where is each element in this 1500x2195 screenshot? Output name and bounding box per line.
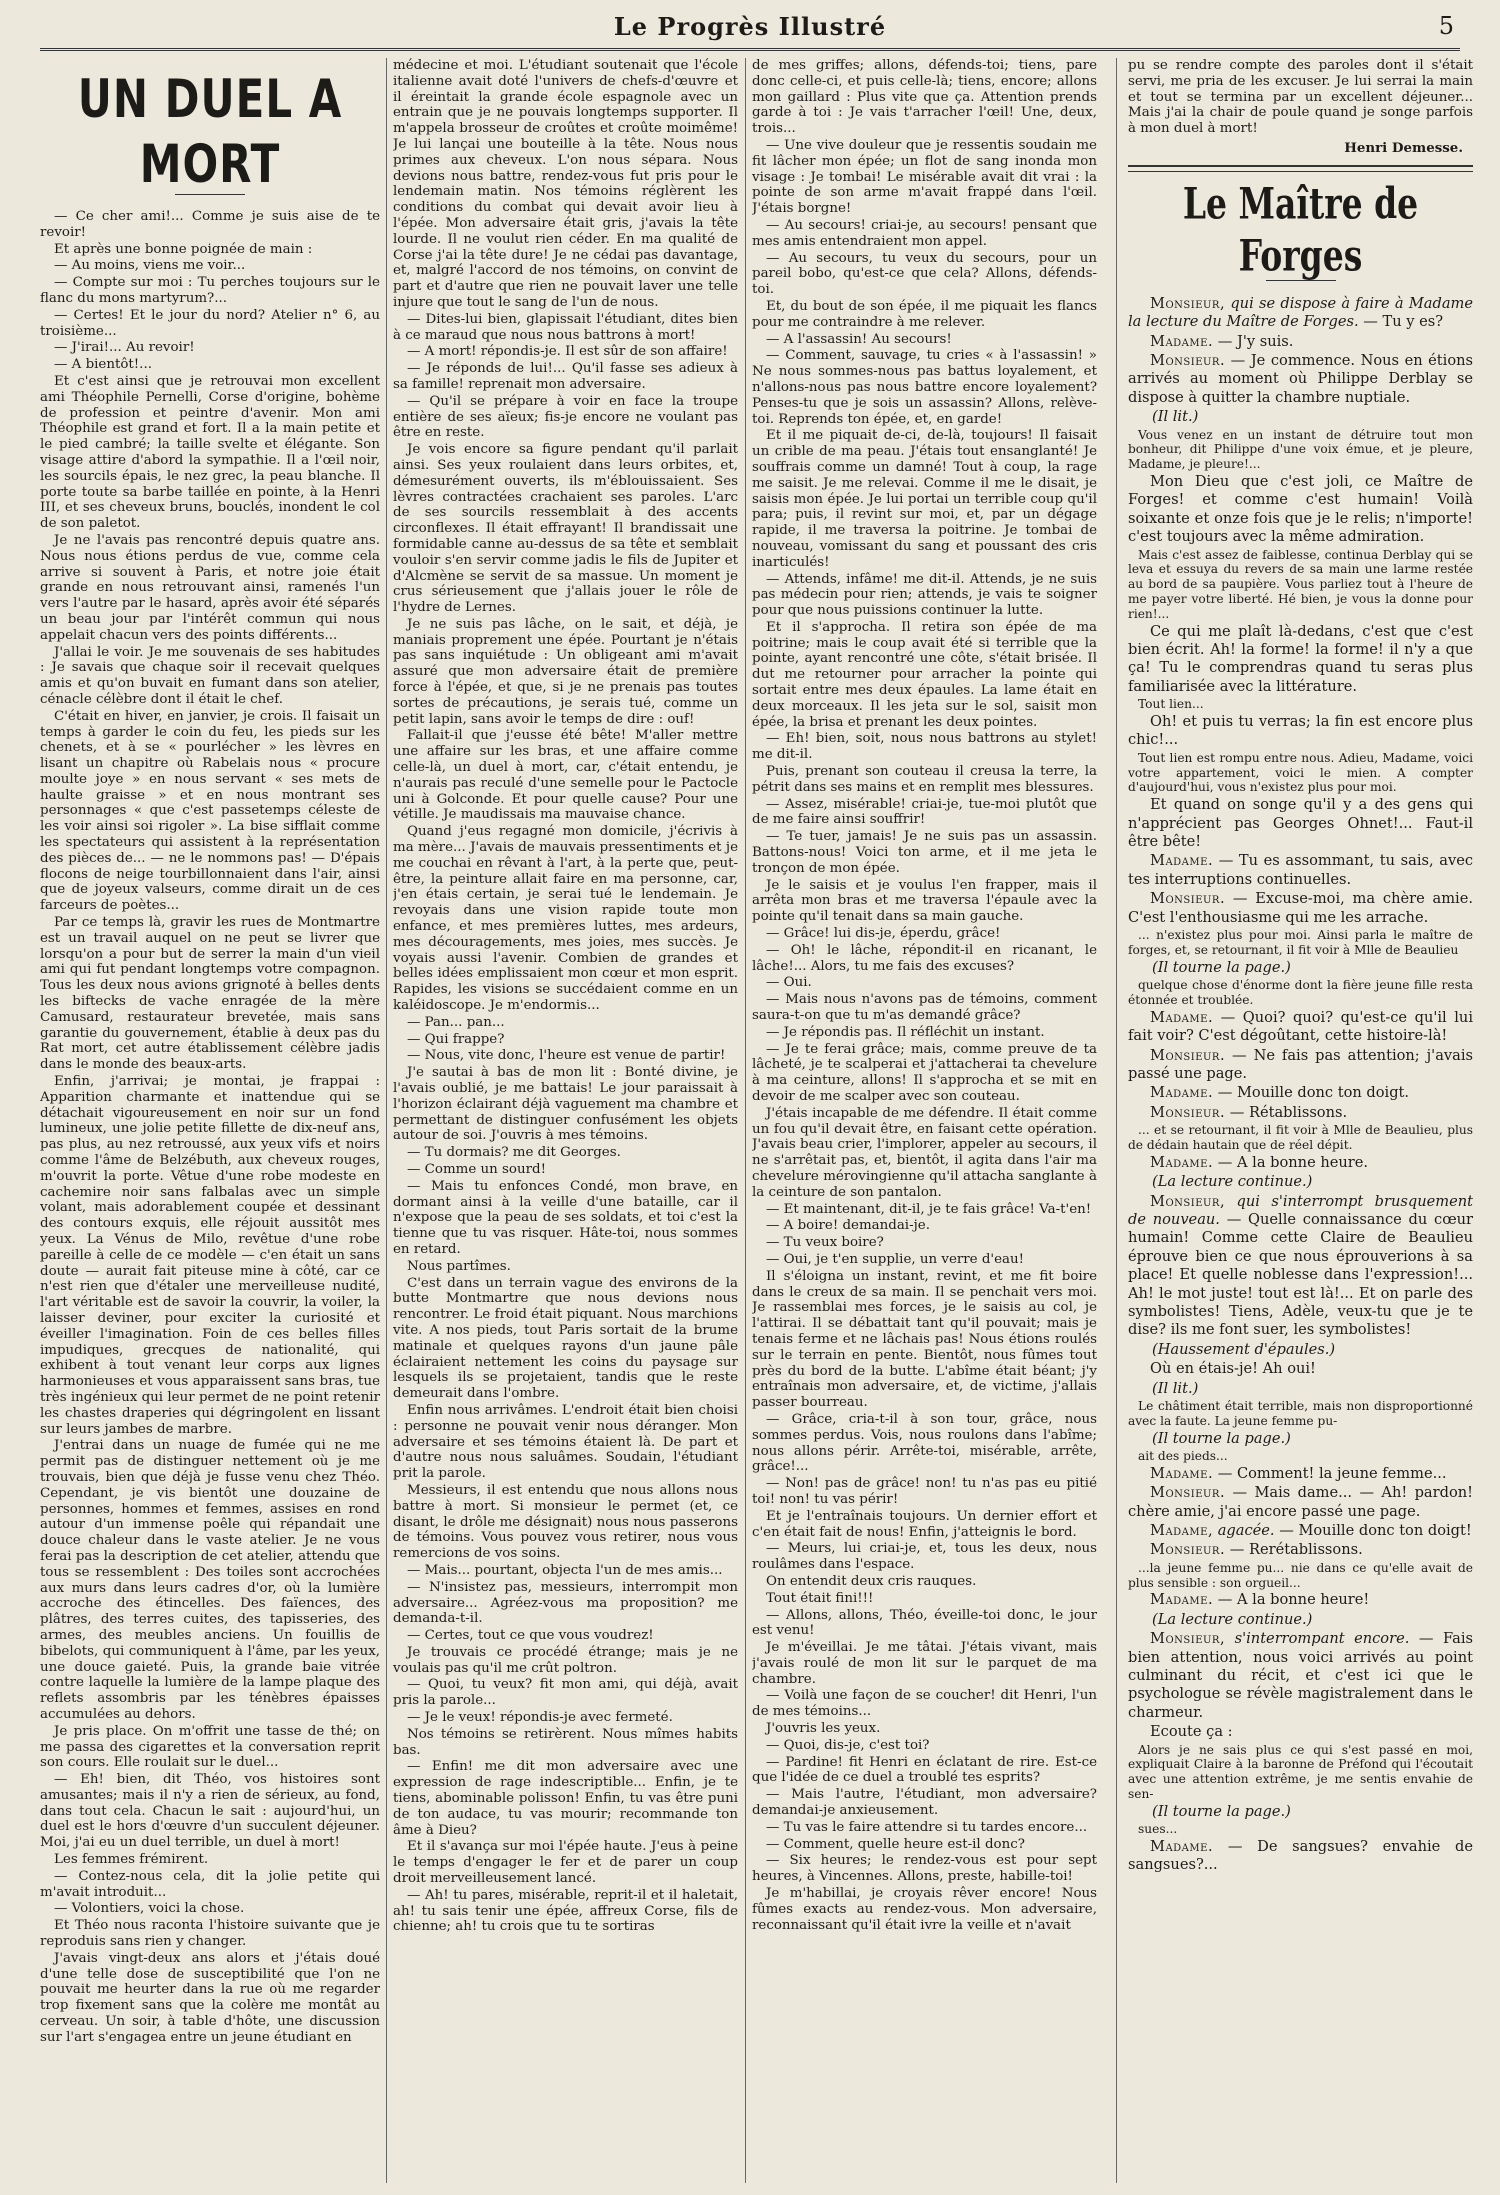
- dialogue-line: Madame. — Mouille donc ton doigt.: [1150, 1084, 1410, 1102]
- paragraph: J'étais incapable de me défendre. Il était comme un fou qu'il devait être, en faisant cette opération. J'avais beau crier, l'implorer, appeler au secours, il ne s'arrêtait pas, et, bientôt, il agita dans l'air ma chevelure mérovingienne qu'il attacha sanglante à la ceinture de son pantalon.: [752, 1105, 1097, 1200]
- dialogue-line: Monsieur. — Excuse-moi, ma chère amie. C'est l'enthousiasme qui me les arrache.: [1128, 890, 1473, 926]
- paragraph: — Certes! Et le jour du nord? Atelier n° 6, au troisième...: [40, 307, 380, 339]
- stage-direction: (Il tourne la page.): [1152, 1429, 1291, 1447]
- column-rule: [1116, 58, 1117, 2183]
- paragraph: — Meurs, lui criai-je, et, tous les deux, nous roulâmes dans l'espace.: [752, 1541, 1097, 1573]
- paragraph: — Je répondis pas. Il réfléchit un instant.: [766, 1024, 1045, 1040]
- paragraph: pu se rendre compte des paroles dont il s'était servi, me pria de les excuser. Je lui serrai la main et tout se termina par un excellent déjeuner... Mais j'ai la chair de poule quand je songe parfois à mon duel à mort!: [1128, 58, 1473, 137]
- dialogue-line: Madame, agacée. — Mouille donc ton doigt!: [1150, 1522, 1472, 1540]
- column-4: [1128, 58, 1473, 2183]
- paragraph: — Au secours! criai-je, au secours! pensant que mes amis entendraient mon appel.: [752, 217, 1097, 249]
- stage-direction: (Il tourne la page.): [1152, 1802, 1291, 1820]
- dialogue-line: Ce qui me plaît là-dedans, c'est que c'est bien écrit. Ah! la forme! la forme! il n'y a que ça! Tu le comprendras quand tu seras plus familiarisée avec la littérature.: [1128, 622, 1473, 695]
- paragraph: — Ce cher ami!... Comme je suis aise de te revoir!: [40, 209, 380, 240]
- stage-direction: (Il lit.): [1152, 408, 1199, 426]
- article-headline: UN DUEL A MORT: [77, 68, 343, 195]
- paragraph: — Assez, misérable! criai-je, tue-moi plutôt que de me faire ainsi souffrir!: [752, 796, 1097, 828]
- paragraph: médecine et moi. L'étudiant soutenait que l'école italienne avait doté l'univers de chefs-d'œuvre et il éreintait la grande école espagnole avec un entrain que je ne pouvais longtemps supporter. Il m'appela brosseur de croûtes et croûte moimême! Je lui lançai une bouteille à la tête. Nous nous primes aux cheveux. L'on nous sépara. Nous devions nous battre, rendez-vous fut pris pour le lendemain matin. Nos témoins réglèrent les conditions du combat qui devait avoir lieu à l'épée. Mon adversaire était gris, j'avais la tête lourde. Il ne voulut rien céder. En ma qualité de Corse j'ai la tête dure! Je ne cédai pas davantage, et, malgré l'accord de nos témoins, on convint de part et d'autre que rien ne pouvait laver une telle injure que tout le sang de l'un de nous.: [393, 58, 738, 310]
- paragraph: Je pris place. On m'offrit une tasse de thé; on me passa des cigarettes et la conversation reprit son cours. Elle roulait sur le duel...: [40, 1723, 380, 1771]
- paragraph: — Eh! bien, soit, nous nous battrons au stylet! me dit-il.: [752, 731, 1097, 763]
- dialogue-line: Monsieur. — Ne fais pas attention; j'avais passé une page.: [1128, 1046, 1473, 1082]
- article-headline: Le Maître de Forges: [1182, 177, 1419, 281]
- paragraph: Enfin nous arrivâmes. L'endroit était bien choisi : personne ne pouvait venir nous déranger. Mon adversaire et ses témoins étaient là. De part et d'autre nous nous saluâmes. Soudain, l'étudiant prit la parole.: [393, 1402, 738, 1482]
- paragraph: — Dites-lui bien, glapissait l'étudiant, dites bien à ce maraud que nous nous battrons à mort!: [393, 311, 738, 343]
- dialogue-body: [1128, 295, 1473, 1875]
- paragraph: — Mais l'autre, l'étudiant, mon adversaire? demandai-je anxieusement.: [752, 1787, 1097, 1819]
- paragraph: Nous partîmes.: [407, 1258, 511, 1274]
- stage-direction: (Haussement d'épaules.): [1152, 1340, 1336, 1358]
- column-2: [393, 58, 738, 2183]
- paragraph: — Mais tu enfonces Condé, mon brave, en dormant ainsi à la veille d'une bataille, car il n'expose que la peau de ses soldats, et toi c'est la tienne que tu vas risquer. Hâte-toi, nous sommes en retard.: [393, 1178, 738, 1257]
- paragraph: — Oh! le lâche, répondit-il en ricanant, le lâche!... Alors, tu me fais des excuses?: [752, 942, 1097, 974]
- paragraph: — Six heures; le rendez-vous est pour sept heures, à Vincennes. Allons, preste, habille-toi!: [752, 1853, 1097, 1885]
- quoted-text: Mais c'est assez de faiblesse, continua Derblay qui se leva et essuya du revers de sa main une larme restée au bord de sa paupière. Vous parliez tout à l'heure de me payer votre liberté. Hé bien, je vous la donne pour rien!...: [1128, 547, 1473, 621]
- quoted-text: ...la jeune femme pu... nie dans ce qu'elle avait de plus sensible : son orgueil...: [1128, 1560, 1473, 1590]
- paragraph: — J'irai!... Au revoir!: [54, 340, 195, 356]
- dialogue-line: Monsieur, qui se dispose à faire à Madame la lecture du Maître de Forges. — Tu y es?: [1128, 294, 1473, 331]
- paragraph: — Tu veux boire?: [766, 1235, 884, 1251]
- paragraph: — Comme un sourd!: [407, 1161, 546, 1177]
- quoted-text: ... n'existez plus pour moi. Ainsi parla le maître de forges, et, se retournant, il fit voir à Mlle de Beaulieu: [1128, 928, 1473, 957]
- paragraph: Quand j'eus regagné mon domicile, j'écrivis à ma mère... J'avais de mauvais pressentiments et je me couchai en rêvant à l'art, à la perte que, peut-être, la peinture allait faire en ma personne, car, j'en étais certain, je serai tué le lendemain. Je revoyais dans une vision rapide toute mon enfance, et mes premières luttes, mes ardeurs, mes découragements, mes joies, mes succès. Je voyais aussi l'avenir. Combien de grandes et belles idées emplissaient mon cœur et mon esprit. Rapides, les visions se succédaient comme en un kaléidoscope. Je m'endormis...: [393, 824, 738, 1014]
- quoted-text: Vous venez en un instant de détruire tout mon bonheur, dit Philippe d'une voix émue, et je pleure, Madame, je pleure!...: [1128, 427, 1473, 472]
- masthead: [40, 8, 1460, 51]
- quoted-text: Le châtiment était terrible, mais non disproportionné avec la faute. La jeune femme pu-: [1128, 1399, 1473, 1428]
- quoted-text: ait des pieds...: [1138, 1449, 1228, 1463]
- paragraph: Et Théo nous raconta l'histoire suivante que je reproduis sans rien y changer.: [40, 1918, 380, 1950]
- stage-direction: (Il lit.): [1152, 1379, 1199, 1397]
- paragraph: — Oui, je t'en supplie, un verre d'eau!: [766, 1251, 1025, 1267]
- paragraph: — Tu vas le faire attendre si tu tardes encore...: [766, 1819, 1088, 1835]
- paragraph: — Voilà une façon de se coucher! dit Henri, l'un de mes témoins...: [752, 1688, 1097, 1720]
- paragraph: Messieurs, il est entendu que nous allons nous battre à mort. Si monsieur le permet (et, ce disant, le drôle me désignait) nous nous passerons de témoins. Vous pouvez vous retirer, nous vous remercions de vos soins.: [393, 1482, 738, 1562]
- paragraph: Les femmes frémirent.: [54, 1852, 209, 1868]
- paragraph: — Quoi, dis-je, c'est toi?: [766, 1737, 930, 1753]
- paragraph: — Je te ferai grâce; mais, comme preuve de ta lâcheté, je te scalperai et j'attacherai ta chevelure à ma ceinture, allons! Il s'approcha et se mit en devoir de me scalper avec son couteau.: [752, 1041, 1097, 1104]
- column-1: [40, 58, 380, 2183]
- column-rule: [745, 58, 746, 2183]
- dialogue-line: Et quand on songe qu'il y a des gens qui n'apprécient pas Georges Ohnet!... Faut-il être bête!: [1128, 796, 1473, 851]
- quoted-text: Tout lien est rompu entre nous. Adieu, Madame, voici votre appartement, voici le mien. A compter d'aujourd'hui, vous n'existez plus pour moi.: [1128, 750, 1473, 795]
- paragraph: J'e sautai à bas de mon lit : Bonté divine, je l'avais oublié, je me battais! Le jour paraissait à l'horizon éclairant déjà vaguement ma chambre et permettant de distinguer confusément les objets autour de soi. J'ouvris à mes témoins.: [393, 1065, 738, 1144]
- paragraph: — Nous, vite donc, l'heure est venue de partir!: [407, 1048, 726, 1064]
- paragraph: Et il s'avança sur moi l'épée haute. J'eus à peine le temps d'engager le fer et de parer un coup droit merveilleusement lancé.: [393, 1839, 738, 1887]
- dialogue-line: Où en étais-je! Ah oui!: [1150, 1360, 1316, 1378]
- dialogue-line: Monsieur. — Mais dame... — Ah! pardon! chère amie, j'ai encore passé une page.: [1128, 1484, 1473, 1520]
- paragraph: — Certes, tout ce que vous voudrez!: [407, 1628, 654, 1644]
- quoted-text: quelque chose d'énorme dont la fière jeune fille resta étonnée et troublée.: [1128, 978, 1473, 1007]
- paragraph: J'entrai dans un nuage de fumée qui ne me permit pas de distinguer nettement où je me trouvais, bien que déjà je fusse venu chez Théo. Cependant, je vis bientôt une douzaine de personnes, hommes et femmes, assises en rond autour d'un immense poêle qui répandait une douce chaleur dans le vaste atelier. Je ne vous ferai pas la description de cet atelier, attendu que tous se ressemblent : Des toiles sont accrochées aux murs dans leurs cadres d'or, où la lumière accroche des étincelles. Des faïences, des plâtres, des terres cuites, des tapisseries, des armes, des meubles anciens. Un fouillis de bibelots, qui communiquent à l'âme, par les yeux, une douce gaieté. Puis, la grande baie vitrée contre laquelle la lumière de la lampe plaque des reflets assombris par les ténèbres épaisses accumulées au dehors.: [40, 1438, 380, 1722]
- dialogue-line: Mon Dieu que c'est joli, ce Maître de Forges! et comme c'est humain! Voilà soixante et onze fois que je le relis; n'importe! c'est toujours avec la même admiration.: [1128, 473, 1473, 546]
- paragraph: — Au secours, tu veux du secours, pour un pareil bobo, qu'est-ce que cela? Allons, défends-toi.: [752, 250, 1097, 298]
- stage-direction: (La lecture continue.): [1152, 1173, 1313, 1191]
- paragraph: Je ne l'avais pas rencontré depuis quatre ans. Nous nous étions perdus de vue, comme cela arrive si souvent à Paris, et notre joie était grande en nous retrouvant ainsi, ramenés l'un vers l'autre par le hasard, après avoir été séparés un beau jour par l'intérêt commun qui nous appelait chacun vers des points différents...: [40, 532, 380, 643]
- paragraph: — Non! pas de grâce! non! tu n'as pas eu pitié toi! non! tu vas périr!: [752, 1476, 1097, 1507]
- author-signature: Henri Demesse.: [1344, 139, 1463, 156]
- paragraph: Et c'est ainsi que je retrouvai mon excellent ami Théophile Pernelli, Corse d'origine, bohème de profession et peintre d'avenir. Mon ami Théophile est grand et fort. Il a la main petite et le pied cambré; la taille svelte et élégante. Son visage attire d'abord la sympathie. Il a l'œil noir, les sourcils épais, le nez grec, la peau blanche. Il porte toute sa barbe taillée en pointe, à la Henri III, et ses cheveux bruns, bouclés, inondent le col de son paletot.: [40, 373, 380, 532]
- quoted-text: Alors je ne sais plus ce qui s'est passé en moi, expliquait Claire à la baronne de Préfond qui l'écoutait avec une attention extrême, je me sentis envahie de sen-: [1128, 1742, 1473, 1802]
- paragraph: Je ne suis pas lâche, on le sait, et déjà, je maniais proprement une épée. Pourtant je n'étais pas sans inquiétude : Un obligeant ami m'avait assuré que mon adversaire était de première force à l'épée, et que, si je ne prenais pas toutes sortes de précautions, je serais tué, comme un petit lapin, sans avoir le temps de dire : ouf!: [393, 616, 738, 727]
- paragraph: — Allons, allons, Théo, éveille-toi donc, le jour est venu!: [752, 1607, 1097, 1639]
- paragraph: Et il s'approcha. Il retira son épée de ma poitrine; mais le coup avait été si terrible que la pointe, ayant rencontré une côte, s'était brisée. Il dut me retourner pour arracher la pointe qui sortait entre mes deux épaules. La lame était en deux morceaux. Il les jeta sur le sol, saisit mon épée, la brisa et prenant les deux pointes.: [752, 619, 1097, 730]
- paragraph: — Tu dormais? me dit Georges.: [407, 1145, 621, 1161]
- column-3: [752, 58, 1097, 2183]
- quoted-text: Tout lien...: [1138, 697, 1204, 712]
- stage-direction: (La lecture continue.): [1152, 1610, 1313, 1628]
- dialogue-line: Madame. — A la bonne heure.: [1150, 1153, 1369, 1171]
- paragraph: J'ouvris les yeux.: [766, 1721, 881, 1737]
- paragraph: Je vois encore sa figure pendant qu'il parlait ainsi. Ses yeux roulaient dans leurs orbites, et, démesurément ouverts, ils m'éblouissaient. Ses lèvres contractées crachaient ses paroles. L'arc de ses sourcils ressemblait à des accents circonflexes. Il était effrayant! Il brandissait une formidable canne au-dessus de sa tête et semblait vouloir s'en servir comme jadis le fils de Jupiter et d'Alcmène se servit de sa massue. Un moment je crus sérieusement que j'allais jouer le rôle de l'hydre de Lernes.: [393, 442, 738, 616]
- dialogue-line: Madame. — Tu es assommant, tu sais, avec tes interruptions continuelles.: [1128, 852, 1473, 888]
- paragraph: Fallait-il que j'eusse été bête! M'aller mettre une affaire sur les bras, et une affaire comme celle-là, un duel à mort, car, c'était entendu, je n'aurais pas reculé d'une semelle pour le Pactocle uni à Golconde. Et pour quelle cause? Pour une vétille. Je maudissais ma mauvaise chance.: [393, 728, 738, 823]
- paragraph: — Te tuer, jamais! Je ne suis pas un assassin. Battons-nous! Voici ton arme, et il me jeta le tronçon de mon épée.: [752, 829, 1097, 876]
- paragraph: Par ce temps là, gravir les rues de Montmartre est un travail auquel on ne peut se livrer que lorsqu'on a pour but de serrer la main d'un vieil ami qui fut pendant longtemps votre compagnon. Tous les deux nous avions grignoté à belles dents les biftecks de vache enragée de la mère Camusard, restaurateur brevetée, mais sans garantie du gouvernement, établie à deux pas du Rat mort, cet autre établissement célèbre jadis dans le monde des beaux-arts.: [40, 915, 380, 1073]
- paragraph: Et il me piquait de-ci, de-là, toujours! Il faisait un crible de ma peau. J'étais tout ensanglanté! Je souffrais comme un damné! Tout à coup, la rage me saisit. Je me relevai. Comme il me le disait, je saisis mon épée. Je lui portai un terrible coup qu'il para; puis, il revint sur moi, et, par un dégage rapide, il me traversa la poitrine. Je tombai de nouveau, vomissant du sang et poussant des cris inarticulés!: [752, 428, 1097, 570]
- paragraph: — Eh! bien, dit Théo, vos histoires sont amusantes; mais il n'y a rien de sérieux, au fond, dans tout cela. Chacun le sait : aujourd'hui, un duel est le hors d'œuvre d'un succulent déjeuner. Moi, j'ai eu un duel terrible, un duel à mort!: [40, 1772, 380, 1851]
- paragraph: — Je le veux! répondis-je avec fermeté.: [407, 1710, 673, 1726]
- paragraph: Enfin, j'arrivai; je montai, je frappai : Apparition charmante et inattendue qui se détachait vigoureusement en noir sur un fond lumineux, une jolie petite fillette de dix-neuf ans, pas plus, au nez retroussé, aux yeux vifs et noirs comme l'âme de Belzébuth, aux cheveux rouges, m'ouvrit la porte. Vêtue d'une robe modeste en cachemire noir sans falbalas avec un simple volant, mais adorablement coupée et dessinant des contours exquis, elle réjouit aussitôt mes yeux. La Vénus de Milo, revêtue d'une robe pareille à celle de ce modèle — c'en était un sans doute — aurait fait piteuse mine à côté, car ce n'est rien que d'étaler une merveilleuse nudité, l'art véritable est de savoir la couvrir, la voiler, la laisser deviner, pour exciter la curiosité et éveiller l'imagination. Foin de ces belles filles impudiques, grecques de nationalité, qui exhibent à tout venant leur corps aux lignes harmonieuses et vous apparaissent sans bras, tue très ingénieux qui leur permet de ne point retenir les chastes draperies qui dégringolent en lissant sur leurs jambes de marbre.: [40, 1074, 380, 1437]
- dialogue-line: Madame. — A la bonne heure!: [1150, 1591, 1370, 1609]
- paragraph: C'est dans un terrain vague des environs de la butte Montmartre que nous devions nous rencontrer. Le froid était piquant. Nous marchions vite. A nos pieds, tout Paris sortait de la brume matinale et quelques rayons d'un jaune pâle éclairaient nettement les coins du paysage sur lesquels ils se projetaient, tandis que le reste demeurait dans l'ombre.: [393, 1275, 738, 1402]
- paragraph: — Une vive douleur que je ressentis soudain me fit lâcher mon épée; un flot de sang inonda mon visage : Je tombai! Le misérable avait dit vrai : la pointe de son arme m'avait frappé dans l'œil. J'étais borgne!: [752, 137, 1097, 217]
- paragraph: — A bientôt!...: [54, 357, 152, 373]
- paragraph: — Mais... pourtant, objecta l'un de mes amis...: [407, 1562, 723, 1578]
- dialogue-line: Madame. — Comment! la jeune femme...: [1150, 1464, 1447, 1482]
- stage-direction: (Il tourne la page.): [1152, 958, 1291, 976]
- paragraph: — Pardine! fit Henri en éclatant de rire. Est-ce que l'idée de ce duel a troublé tes esprits?: [752, 1754, 1097, 1786]
- paragraph: — Grâce! lui dis-je, éperdu, grâce!: [766, 926, 1001, 942]
- paragraph: — A mort! répondis-je. Il est sûr de son affaire!: [407, 344, 728, 360]
- paragraph: Je trouvais ce procédé étrange; mais je ne voulais pas qu'il me crût poltron.: [393, 1644, 738, 1676]
- paragraph: J'allai le voir. Je me souvenais de ses habitudes : Je savais que chaque soir il recevait quelques amis et qu'on buvait en fumant dans son atelier, cénacle célèbre dont il était le chef.: [40, 644, 380, 707]
- paragraph: — Comment, quelle heure est-il donc?: [766, 1836, 1025, 1852]
- paragraph: — Au moins, viens me voir...: [54, 258, 246, 274]
- paragraph: — A boire! demandai-je.: [766, 1218, 930, 1234]
- paragraph: — Volontiers, voici la chose.: [54, 1901, 245, 1917]
- paragraph: Et je l'entraînais toujours. Un dernier effort et c'en était fait de nous! Enfin, j'atteignis le bord.: [752, 1508, 1097, 1540]
- dialogue-line: Madame. — De sangsues? envahie de sangsues?...: [1128, 1838, 1473, 1874]
- paragraph: — Qu'il se prépare à voir en face la troupe entière de ses aïeux; fis-je encore ne voulant pas être en reste.: [393, 393, 738, 441]
- paragraph: — Ah! tu pares, misérable, reprit-il et il haletait, ah! tu sais tenir une épée, affreux Corse, fils de chienne; ah! tu crois que tu te sortiras: [393, 1887, 738, 1935]
- paragraph: Tout était fini!!!: [766, 1590, 874, 1606]
- dialogue-line: Madame. — J'y suis.: [1150, 332, 1294, 350]
- paragraph: — Contez-nous cela, dit la jolie petite qui m'avait introduit...: [40, 1868, 380, 1900]
- paragraph: Je m'habillai, je croyais rêver encore! Nous fûmes exacts au rendez-vous. Mon adversaire, reconnaissant qu'il était ivre la veille et n'avait: [752, 1886, 1097, 1933]
- paragraph: C'était en hiver, en janvier, je crois. Il faisait un temps à garder le coin du feu, les pieds sur les chenets, et à se « pourlécher » les lèvres en lisant un chapitre où Rabelais nous « procure moulte joye » en nous servant « ses mets de haulte graisse » et en nous montrant ses personnages « que c'est passetemps céleste de les voir ainsi soi rigoler ». La bise sifflait comme les spectateurs qui assistent à la représentation des pièces de... — ne le nommons pas! — D'épais flocons de neige tourbillonnaient dans l'air, ainsi que de joyeux valseurs, comme dirait un de ces farceurs de poètes...: [40, 708, 380, 914]
- section-separator: [1128, 165, 1473, 172]
- dialogue-line: Oh! et puis tu verras; la fin est encore plus chic!...: [1128, 713, 1473, 749]
- paragraph: — Qui frappe?: [407, 1031, 505, 1047]
- paragraph: de mes griffes; allons, défends-toi; tiens, pare donc celle-ci, et puis celle-là; tiens, encore; allons mon gaillard : Plus vite que ça. Attention prends garde à toi : Je vais t'arracher l'œil! Une, deux, trois...: [752, 58, 1097, 137]
- paragraph: — N'insistez pas, messieurs, interrompit mon adversaire... Agréez-vous ma proposition? me demanda-t-il.: [393, 1579, 738, 1627]
- paragraph: — Enfin! me dit mon adversaire avec une expression de rage indescriptible... Enfin, je te tiens, abominable polisson! Enfin, tu vas être puni de ton audace, tu vas mourir; recommande ton âme à Dieu?: [393, 1759, 738, 1838]
- page-number: 5: [1438, 12, 1454, 40]
- paragraph: Nos témoins se retirèrent. Nous mîmes habits bas.: [393, 1726, 738, 1758]
- paragraph: — Oui.: [766, 975, 812, 991]
- dialogue-line: Monsieur, qui s'interrompt brusquement de nouveau. — Quelle connaissance du cœur humain! Comme cette Claire de Beaulieu éprouve bien ce que nous éprouverions à sa place! Et quelle noblesse dans l'expression!... Ah! le mot juste! tout est là!... Et on parle des symbolistes! Tiens, Adèle, veux-tu que je te dise? ils me font suer, les symbolistes!: [1128, 1192, 1473, 1339]
- paragraph: — Et maintenant, dit-il, je te fais grâce! Va-t'en!: [766, 1201, 1092, 1217]
- paragraph: Puis, prenant son couteau il creusa la terre, la pétrit dans ses mains et en remplit mes blessures.: [752, 764, 1097, 795]
- column-rule: [386, 58, 387, 2183]
- dialogue-line: Monsieur, s'interrompant encore. — Fais bien attention, nous voici arrivés au point culminant du récit, et c'est ici que le psychologue se révèle magistralement dans le charmeur.: [1128, 1630, 1473, 1721]
- paragraph: — Quoi, tu veux? fit mon ami, qui déjà, avait pris la parole...: [393, 1677, 738, 1709]
- paragraph: Je le saisis et je voulus l'en frapper, mais il arrêta mon bras et me traversa l'épaule avec la pointe qu'il tenait dans sa main gauche.: [752, 877, 1097, 925]
- paragraph: On entendit deux cris rauques.: [766, 1573, 977, 1589]
- paragraph: — Comment, sauvage, tu cries « à l'assassin! » Ne nous sommes-nous pas battus loyalement, et n'allons-nous pas nous battre encore loyalement? Penses-tu que je sois un assassin? Allons, relève-toi. Reprends ton épée, et, en garde!: [752, 348, 1097, 427]
- dialogue-line: Ecoute ça :: [1150, 1723, 1233, 1741]
- dialogue-line: Monsieur. — Je commence. Nous en étions arrivés au moment où Philippe Derblay se dispose à quitter la chambre nuptiale.: [1128, 352, 1473, 406]
- paragraph: Et après une bonne poignée de main :: [54, 241, 313, 257]
- paragraph: Et, du bout de son épée, il me piquait les flancs pour me contraindre à me relever.: [752, 298, 1097, 330]
- newspaper-title: Le Progrès Illustré: [613, 12, 887, 41]
- quoted-text: ... et se retournant, il fit voir à Mlle de Beaulieu, plus de dédain hautain que de réel dépit.: [1128, 1123, 1473, 1152]
- dialogue-line: Madame. — Quoi? quoi? qu'est-ce qu'il lui fait voir? C'est dégoûtant, cette histoire-là!: [1128, 1008, 1473, 1045]
- paragraph: Il s'éloigna un instant, revint, et me fit boire dans le creux de sa main. Il se penchait vers moi. Je rassemblai mes forces, je le saisis au col, je l'attirai. Il se débattait tant qu'il pouvait; mais je tenais ferme et ne lâchais pas! Nous étions roulés sur le terrain en pente. Bientôt, nous fûmes tout près du bord de la butte. L'abîme était béant; j'y entraînais mon adversaire, et, de victime, j'allais passer bourreau.: [752, 1268, 1097, 1411]
- quoted-text: sues...: [1138, 1822, 1178, 1837]
- paragraph: — Compte sur moi : Tu perches toujours sur le flanc du mons martyrum?...: [40, 275, 380, 306]
- paragraph: Je m'éveillai. Je me tâtai. J'étais vivant, mais j'avais roulé de mon lit sur le parquet de ma chambre.: [752, 1640, 1097, 1687]
- dialogue-line: Monsieur. — Rerétablissons.: [1150, 1541, 1363, 1559]
- paragraph: — Grâce, cria-t-il à son tour, grâce, nous sommes perdus. Vois, nous roulons dans l'abîme; nous allons périr. Arrête-toi, misérable, arrête, grâce!...: [752, 1411, 1097, 1475]
- paragraph: — Je réponds de lui!... Qu'il fasse ses adieux à sa famille! reprenait mon adversaire.: [393, 361, 738, 392]
- paragraph: — A l'assassin! Au secours!: [766, 331, 952, 347]
- paragraph: — Mais nous n'avons pas de témoins, comment saura-t-on que tu m'as demandé grâce?: [752, 992, 1097, 1024]
- paragraph: — Pan... pan...: [407, 1014, 505, 1030]
- dialogue-line: Monsieur. — Rétablissons.: [1150, 1103, 1348, 1121]
- paragraph: — Attends, infâme! me dit-il. Attends, je ne suis pas médecin pour rien; attends, je vais te soigner pour que nous puissions continuer la lutte.: [752, 571, 1097, 619]
- paragraph: J'avais vingt-deux ans alors et j'étais doué d'une telle dose de susceptibilité que l'on ne pouvait me heurter dans la rue où me regarder trop fixement sans que la colère me montât au cerveau. Un soir, à table d'hôte, une discussion sur l'art s'engagea entre un jeune étudiant en: [40, 1950, 380, 2045]
